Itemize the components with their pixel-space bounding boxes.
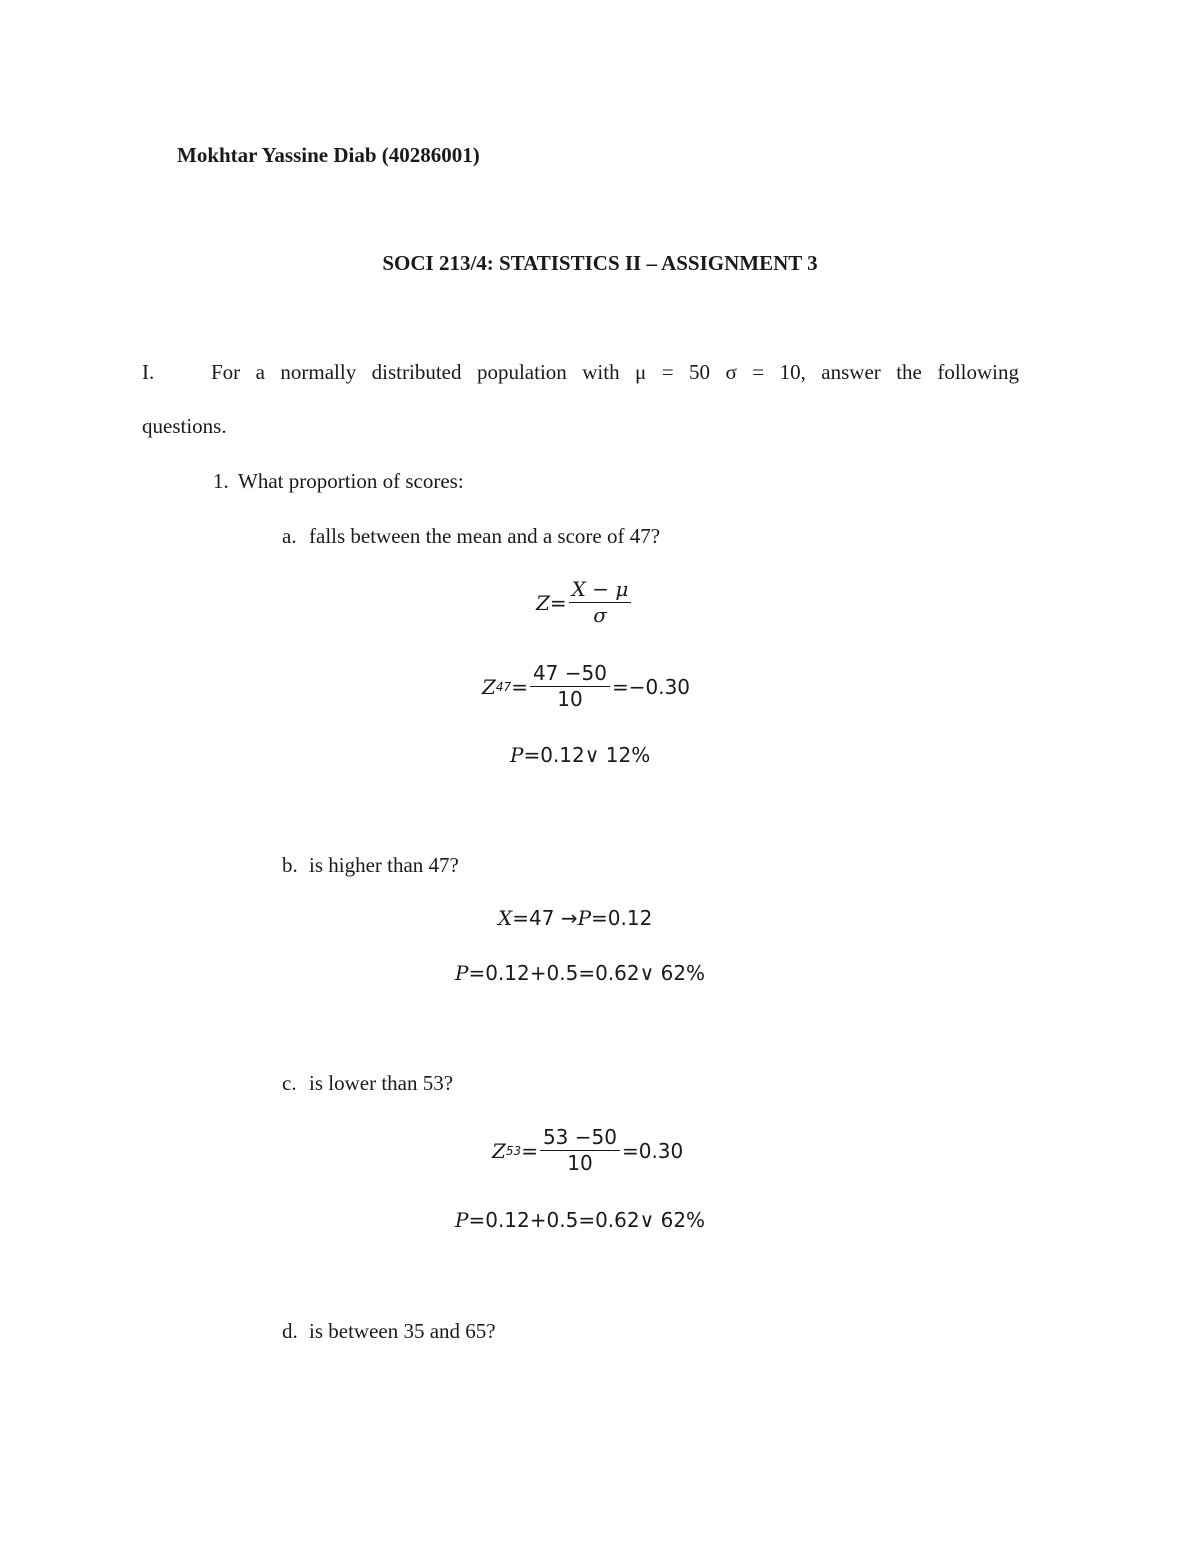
formula-result: =−0.30: [611, 674, 691, 699]
fraction: [540, 1126, 620, 1175]
formula-variable: X: [498, 906, 513, 930]
formula-z53: [492, 1126, 683, 1175]
formula-x47: [498, 906, 652, 930]
item-a-text: falls between the mean and a score of 47?: [309, 524, 661, 548]
question-text: What proportion of scores:: [238, 469, 464, 493]
formula-p-c: [455, 1208, 705, 1232]
section-text-continuation: questions.: [142, 414, 227, 438]
formula-variable: P: [455, 1208, 469, 1232]
section-number: I.: [142, 360, 155, 384]
item-d-letter: d.: [282, 1319, 298, 1343]
formula-p-a: [510, 743, 650, 767]
fraction-numerator: 47 −50: [530, 662, 610, 687]
formula-p-b: [455, 961, 705, 985]
formula-result: =0.12: [591, 906, 653, 930]
formula-result: =0.12+0.5=0.62∨ 62%: [468, 1208, 706, 1232]
formula-variable: Z: [482, 674, 496, 699]
question-number: 1.: [213, 469, 229, 493]
fraction-denominator: 10: [557, 687, 583, 711]
item-a-letter: a.: [282, 524, 297, 548]
item-b-text: is higher than 47?: [309, 853, 459, 877]
item-c-letter: c.: [282, 1071, 297, 1095]
formula-result: =0.12∨ 12%: [523, 743, 651, 767]
formula-equals: =: [521, 1138, 538, 1163]
fraction-denominator: σ: [593, 603, 607, 627]
fraction: [530, 662, 610, 711]
formula-mid: =47 →: [512, 906, 578, 930]
fraction-denominator: 10: [567, 1151, 593, 1175]
formula-variable: Z: [536, 590, 550, 615]
assignment-title: SOCI 213/4: STATISTICS II – ASSIGNMENT 3: [382, 251, 818, 275]
formula-variable: Z: [492, 1138, 506, 1163]
formula-variable: P: [510, 743, 524, 767]
formula-z47: [482, 662, 690, 711]
section-text: For a normally distributed population with μ = 50 σ = 10, answer the following: [211, 360, 1019, 384]
formula-variable: P: [577, 906, 592, 930]
formula-equals: =: [549, 590, 567, 615]
formula-result: =0.12+0.5=0.62∨ 62%: [468, 961, 706, 985]
fraction-numerator: X − μ: [569, 578, 632, 603]
item-c-text: is lower than 53?: [309, 1071, 454, 1095]
formula-subscript: 47: [495, 679, 512, 694]
formula-subscript: 53: [505, 1143, 522, 1158]
formula-variable: P: [455, 961, 469, 985]
item-d-text: is between 35 and 65?: [309, 1319, 496, 1343]
formula-z-score: [536, 578, 633, 627]
fraction: [569, 578, 632, 627]
fraction-numerator: 53 −50: [540, 1126, 620, 1151]
item-b-letter: b.: [282, 853, 298, 877]
author-name: Mokhtar Yassine Diab (40286001): [177, 143, 480, 167]
formula-result: =0.30: [621, 1138, 684, 1163]
formula-equals: =: [511, 674, 528, 699]
